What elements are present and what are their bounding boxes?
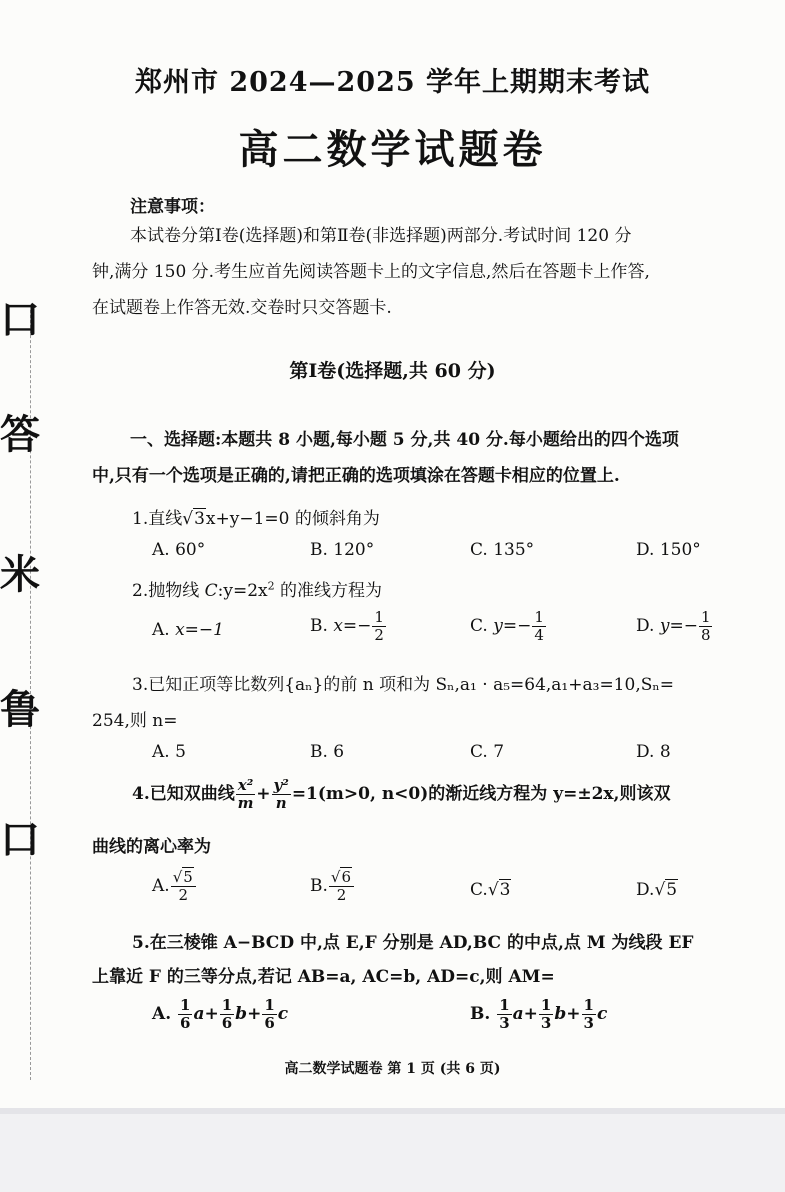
notice-line: 本试卷分第Ⅰ卷(选择题)和第Ⅱ卷(非选择题)两部分.考试时间 120 分	[130, 226, 632, 246]
vector-var: c	[596, 1004, 608, 1024]
q4-option-b: B. $\frac{√6}{2}$	[310, 870, 355, 903]
question-4-line1: 4.已知双曲线 $\frac{\text{x²}}{m}$ + $\frac{\text{y²}}{n}$ =1(m>0, n<0)的渐近线方程为 y=±2x,则该双	[132, 776, 671, 812]
question-4-line2: 曲线的离心率为	[92, 837, 211, 857]
option-expr: y=−	[493, 616, 532, 636]
margin-glyph: 鲁	[0, 686, 40, 733]
option-label: D.	[636, 616, 655, 636]
option-expr: y=−	[659, 616, 698, 636]
q2-option-a	[152, 620, 224, 640]
viewer-background	[0, 1108, 785, 1192]
q1-sqrt: 3	[194, 509, 205, 529]
frac-den: m	[237, 794, 254, 812]
frac-num: y²	[273, 776, 289, 794]
sqrt-value: 6	[341, 868, 352, 886]
q1-option-c: C. 135°	[470, 540, 535, 560]
frac-num: 1	[534, 608, 544, 626]
option-expr: x=−1	[175, 620, 224, 640]
frac-den: 3	[540, 1014, 552, 1032]
q2-option-c	[470, 610, 547, 643]
sqrt-value: 5	[666, 880, 678, 900]
vector-var: b	[235, 1004, 248, 1024]
option-label: D.	[636, 880, 655, 900]
frac-den: 2	[336, 886, 347, 904]
frac-den: 2	[374, 626, 384, 644]
option-label: B.	[310, 876, 328, 896]
q4-option-c: C.√3	[470, 880, 511, 900]
vector-var: b	[554, 1004, 567, 1024]
q4-option-d: D.√5	[636, 880, 678, 900]
option-label: B.	[310, 616, 328, 636]
section-title: 第Ⅰ卷(选择题,共 60 分)	[289, 360, 496, 382]
notice-heading: 注意事项：	[130, 197, 215, 217]
q5-option-a: A. $\frac{1}{6}$ a+ $\frac{1}{6}$ b+ $\frac{1}{6}$ c	[152, 996, 289, 1032]
page-footer: 高二数学试题卷 第 1 页 (共 6 页)	[284, 1061, 501, 1077]
frac-num: 1	[374, 608, 384, 626]
q1-option-d: D. 150°	[636, 540, 701, 560]
frac-den: 3	[583, 1014, 594, 1032]
frac-den: 2	[178, 886, 189, 904]
q3-option-c: C. 7	[470, 742, 505, 762]
option-label: B.	[470, 1004, 491, 1024]
margin-glyph: 米	[0, 551, 40, 598]
question-5-line1: 5.在三棱锥 A−BCD 中,点 E,F 分别是 AD,BC 的中点,点 M 为线段 EF	[132, 933, 694, 953]
question-1: 1.直线√3x+y−1=0 的倾斜角为	[132, 509, 380, 529]
option-label: A.	[152, 876, 170, 896]
q5-option-b: B. $\frac{1}{3}$ a+ $\frac{1}{3}$ b+ $\frac{1}{3}$ c	[470, 996, 608, 1032]
option-label: A.	[152, 1004, 172, 1024]
sqrt-value: 5	[183, 868, 193, 886]
exam-title: 郑州市 2024—2025 学年上期期末考试	[134, 67, 651, 98]
frac-den: 8	[700, 626, 711, 644]
frac-den: 6	[264, 1014, 275, 1032]
q2-prefix: 2.抛物线	[132, 581, 205, 601]
q1-option-a: A. 60°	[152, 540, 206, 560]
q4-option-a: A. $\frac{√5}{2}$	[152, 870, 197, 903]
vector-var: a	[512, 1004, 524, 1024]
option-label: C.	[470, 880, 488, 900]
vector-var: a	[193, 1004, 205, 1024]
option-label: C.	[470, 616, 488, 636]
q2-sup: 2	[267, 579, 275, 593]
option-expr: x=−	[333, 616, 372, 636]
vector-var: c	[277, 1004, 289, 1024]
margin-glyph: 答	[0, 411, 40, 458]
instruction-line: 一、选择题:本题共 8 小题,每小题 5 分,共 40 分.每小题给出的四个选项	[130, 430, 679, 450]
q2-option-d	[636, 610, 713, 643]
option-label: A.	[152, 620, 170, 640]
notice-line: 钟,满分 150 分.考生应首先阅读答题卡上的文字信息,然后在答题卡上作答,	[92, 262, 650, 282]
question-3-line2: 254,则 n=	[92, 711, 178, 731]
frac-den: 3	[499, 1014, 510, 1032]
q3-option-b: B. 6	[310, 742, 345, 762]
frac-den: 6	[221, 1014, 233, 1032]
q4-suffix: =1(m>0, n<0)的渐近线方程为 y=±2x,则该双	[291, 784, 671, 804]
question-2	[132, 576, 382, 601]
q4-prefix: 4.已知双曲线	[132, 784, 235, 804]
notice-line: 在试题卷上作答无效.交卷时只交答题卡.	[92, 298, 392, 318]
q2-suffix: 的准线方程为	[274, 581, 383, 601]
margin-glyph: 口	[0, 816, 40, 863]
q2-expr: :y=2x	[217, 581, 268, 601]
q3-option-d: D. 8	[636, 742, 671, 762]
question-3-line1: 3.已知正项等比数列{aₙ}的前 n 项和为 Sₙ,a₁ · a₅=64,a₁+a₃=10,Sₙ=	[132, 675, 674, 695]
sqrt-value: 3	[499, 880, 511, 900]
question-5-line2: 上靠近 F 的三等分点,若记 AB=a, AC=b, AD=c,则 AM=	[92, 967, 555, 987]
frac-num: x²	[237, 776, 254, 794]
q1-option-b: B. 120°	[310, 540, 375, 560]
page-separator	[0, 1108, 785, 1114]
instruction-line: 中,只有一个选项是正确的,请把正确的选项填涂在答题卡相应的位置上.	[92, 466, 620, 486]
frac-den: 4	[534, 626, 544, 644]
q3-option-a: A. 5	[152, 742, 186, 762]
frac-num: 1	[700, 608, 711, 626]
q1-prefix: 1.直线	[132, 509, 183, 529]
frac-den: n	[275, 794, 287, 812]
q2-c: C	[204, 581, 218, 601]
q2-option-b	[310, 610, 387, 643]
frac-den: 6	[180, 1014, 191, 1032]
exam-subtitle: 高二数学试题卷	[238, 126, 547, 173]
q1-expr: x+y−1=0 的倾斜角为	[205, 509, 380, 529]
margin-glyph: 口	[0, 296, 40, 343]
